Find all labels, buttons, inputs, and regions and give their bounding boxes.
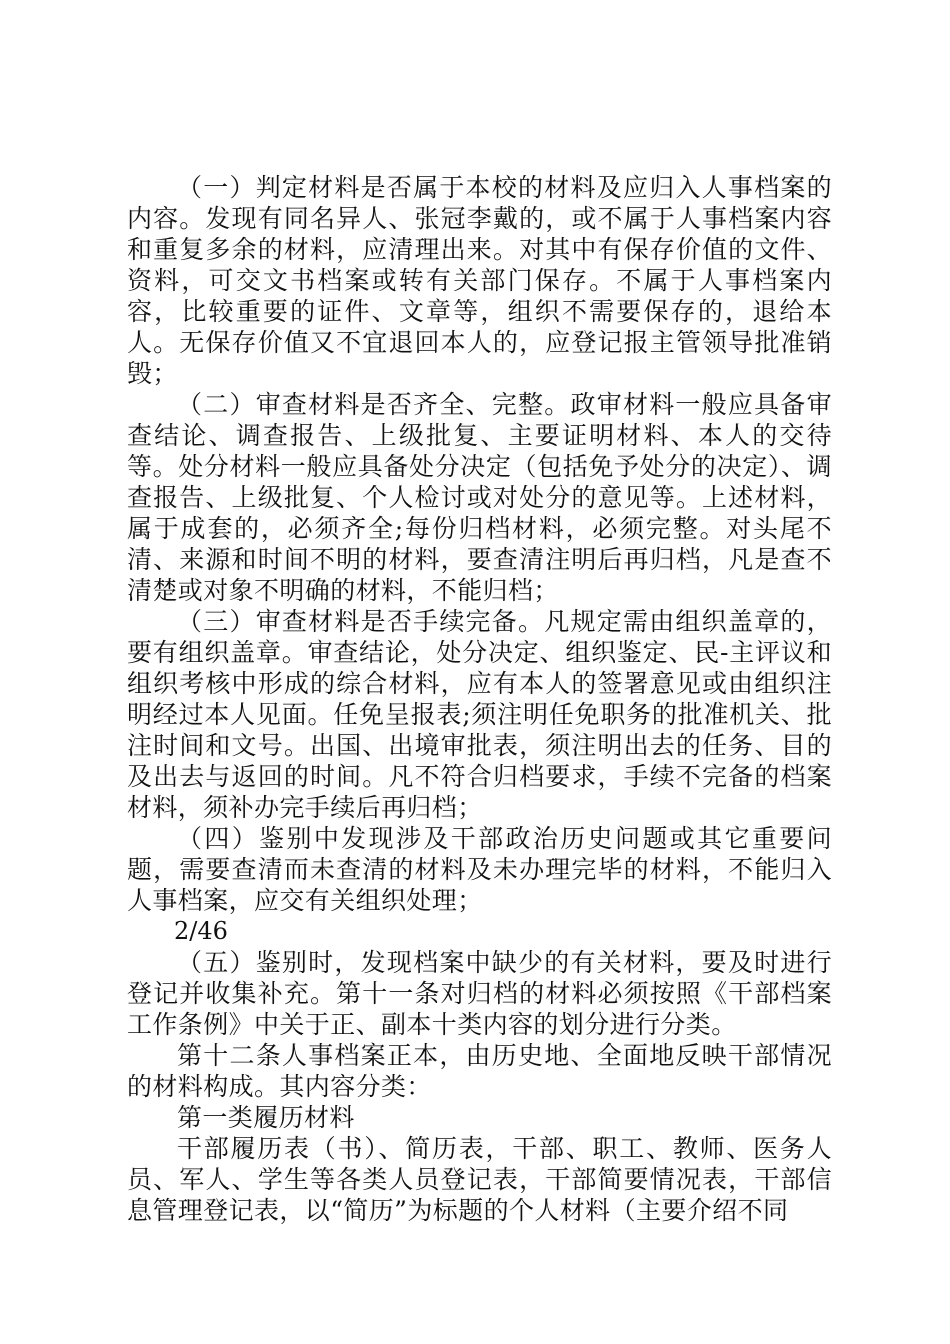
paragraph-6: 第十二条人事档案正本，由历史地、全面地反映干部情况的材料构成。其内容分类：: [127, 1041, 832, 1101]
page-number: 2/46: [174, 917, 228, 945]
paragraph-5: （五）鉴别时，发现档案中缺少的有关材料，要及时进行登记并收集补充。第十一条对归档的材料必须按照《干部档案工作条例》中关于正、副本十类内容的划分进行分类。: [127, 948, 832, 1039]
paragraph-3: （三）审查材料是否手续完备。凡规定需由组织盖章的，要有组织盖章。审查结论，处分决定、组织鉴定、民-主评议和组织考核中形成的综合材料，应有本人的签署意见或由组织注明经过本人见面。任免呈报表;须注明任免职务的批准机关、批注时间和文号。出国、出境审批表，须注明出去的任务、目的及出去与返回的时间。凡不符合归档要求，手续不完备的档案材料，须补办完手续后再归档；: [127, 607, 832, 822]
paragraph-4: （四）鉴别中发现涉及干部政治历史问题或其它重要问题，需要查清而未查清的材料及未办理完毕的材料，不能归入人事档案，应交有关组织处理；: [127, 824, 832, 915]
section-heading: 第一类履历材料: [177, 1103, 355, 1132]
paragraph-7: 干部履历表（书）、简历表，干部、职工、教师、医务人员、军人、学生等各类人员登记表，干部简要情况表，干部信息管理登记表，以“简历”为标题的个人材料（主要介绍不同: [127, 1134, 832, 1225]
paragraph-2: （二）审查材料是否齐全、完整。政审材料一般应具备审查结论、调查报告、上级批复、主要证明材料、本人的交待等。处分材料一般应具备处分决定（包括免予处分的决定）、调查报告、上级批复、个人检讨或对处分的意见等。上述材料，属于成套的，必须齐全;每份归档材料，必须完整。对头尾不清、来源和时间不明的材料，要查清注明后再归档，凡是查不清楚或对象不明确的材料，不能归档；: [127, 390, 832, 605]
paragraph-1: （一）判定材料是否属于本校的材料及应归入人事档案的内容。发现有同名异人、张冠李戴的，或不属于人事档案内容和重复多余的材料，应清理出来。对其中有保存价值的文件、资料，可交文书档案或转有关部门保存。不属于人事档案内容，比较重要的证件、文章等，组织不需要保存的，退给本人。无保存价值又不宜退回本人的，应登记报主管领导批准销毁；: [127, 173, 832, 388]
